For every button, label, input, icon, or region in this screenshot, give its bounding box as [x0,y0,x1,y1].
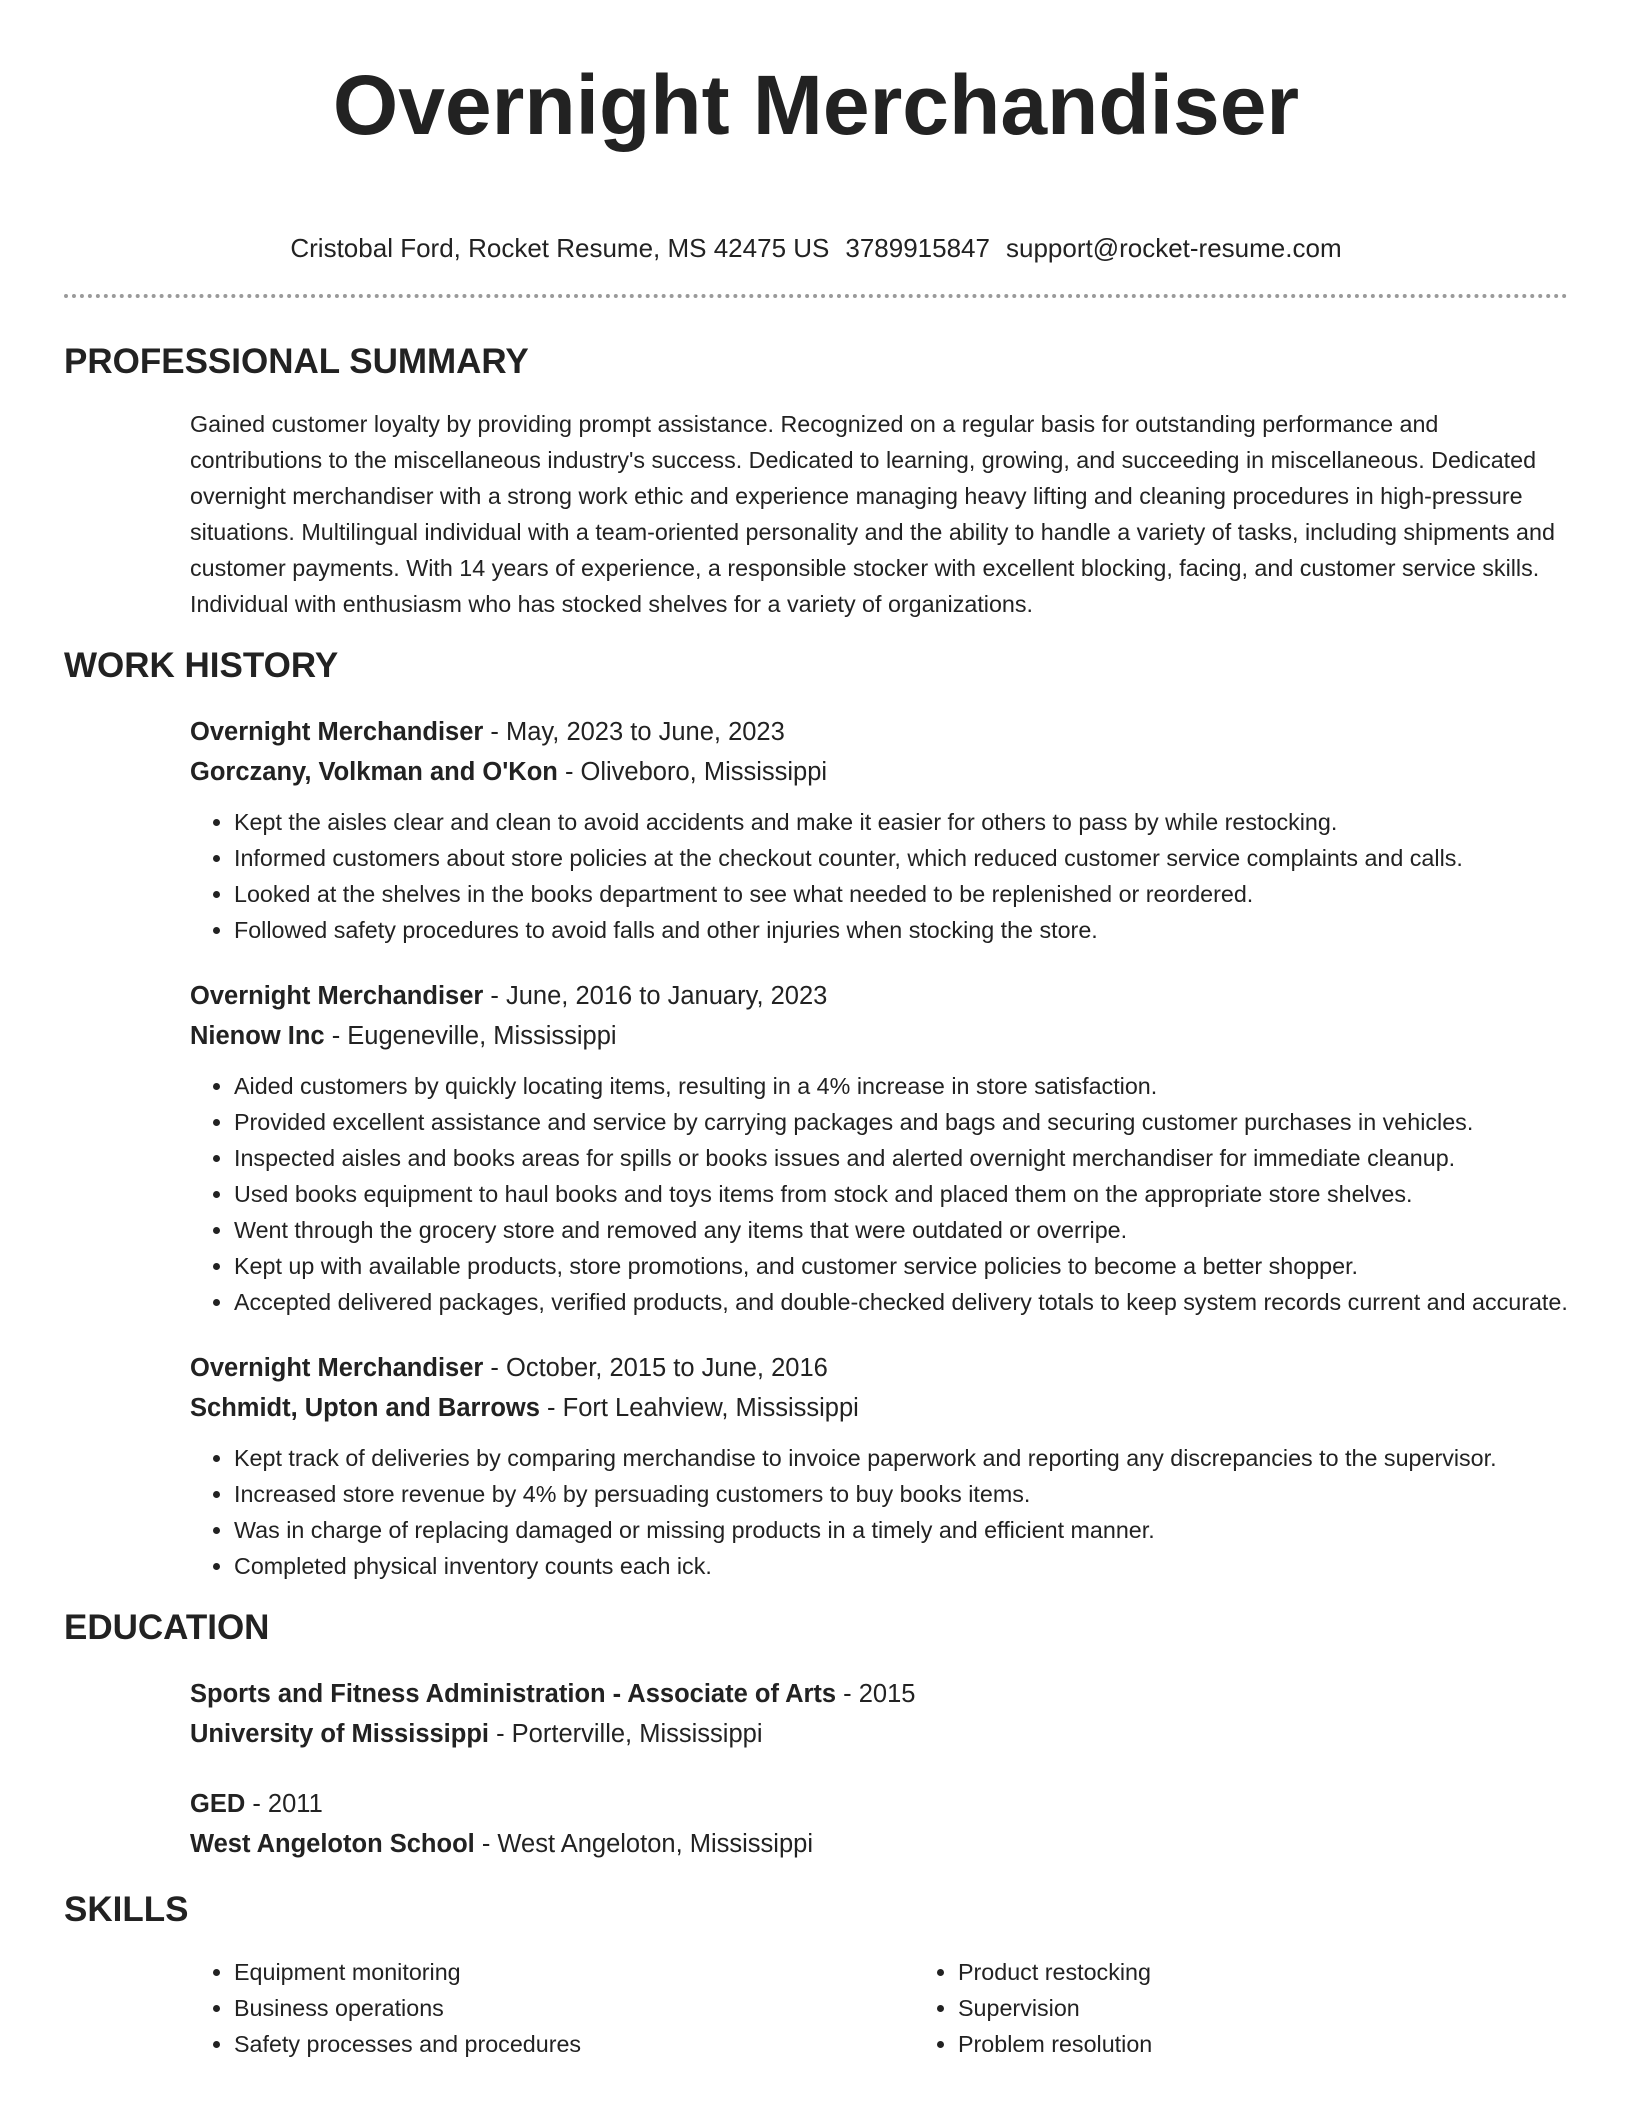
education-school: University of Mississippi [190,1720,490,1748]
job-role: Overnight Merchandiser [190,718,484,746]
job-bullet: • Kept track of deliveries by comparing merchandise to invoice paperwork and reporting any discrepancies to the supervisor. [234,1440,1568,1476]
job-bullet: • Informed customers about store policies at the checkout counter, which reduced customer service complaints and calls. [234,840,1568,876]
education-heading: EDUCATION [64,1608,270,1647]
education-school-line [190,1714,1568,1754]
job-bullet: • Was in charge of replacing damaged or missing products in a timely and efficient manner. [234,1512,1568,1548]
education-year: - 2011 [245,1790,323,1818]
contact-line [0,231,1632,265]
job-bullet: • Kept up with available products, store promotions, and customer service policies to become a better shopper. [234,1248,1568,1284]
header-divider [64,294,1568,298]
job-bullet: • Provided excellent assistance and service by carrying packages and bags and securing customer purchases in vehicles. [234,1104,1568,1140]
skill-item: • Equipment monitoring [234,1954,914,1990]
job-bullet: • Went through the grocery store and removed any items that were outdated or overripe. [234,1212,1568,1248]
job-company-line [190,1388,1568,1428]
skills-column-left [190,1954,914,2062]
skill-item: • Safety processes and procedures [234,2026,914,2062]
job-bullets [190,1068,1568,1320]
job-company-line [190,1016,1568,1056]
education-entry [190,1784,1568,1864]
skills-heading: SKILLS [64,1890,189,1929]
education-degree-line [190,1784,1568,1824]
job-bullet: • Inspected aisles and books areas for spills or books issues and alerted overnight merchandiser for immediate cleanup. [234,1140,1568,1176]
job-bullet: • Increased store revenue by 4% by persuading customers to buy books items. [234,1476,1568,1512]
job-entry [190,712,1568,948]
job-bullet: • Followed safety procedures to avoid falls and other injuries when stocking the store. [234,912,1568,948]
skill-item: • Product restocking [958,1954,1518,1990]
job-company: Nienow Inc [190,1022,325,1050]
education-degree: GED [190,1790,246,1818]
education-location: - West Angeloton, Mississippi [474,1830,813,1858]
job-location: - Fort Leahview, Mississippi [539,1394,859,1422]
education-location: - Porterville, Mississippi [489,1720,763,1748]
work-history-heading: WORK HISTORY [64,646,339,685]
education-school: West Angeloton School [190,1830,475,1858]
contact-address: Cristobal Ford, Rocket Resume, MS 42475 US [290,233,830,263]
job-bullet: • Kept the aisles clear and clean to avoid accidents and make it easier for others to pass by while restocking. [234,804,1568,840]
education-entry [190,1674,1568,1754]
job-company-line [190,752,1568,792]
education-degree: Sports and Fitness Administration - Associate of Arts [190,1680,837,1708]
education-year: - 2015 [836,1680,916,1708]
job-dates: - May, 2023 to June, 2023 [483,718,785,746]
job-bullets [190,804,1568,948]
summary-text: Gained customer loyalty by providing prompt assistance. Recognized on a regular basis for outstanding performance and contributions to the miscellaneous industry's success. Dedicated to learning, growing, and succeeding in miscellaneous. Dedicated overnight merchandiser with a strong work ethic and experience managing heavy lifting and cleaning procedures in high-pressure situations. Multilingual individual with a team-oriented personality and the ability to handle a variety of tasks, including shipments and customer payments. With 14 years of experience, a responsible stocker with excellent blocking, facing, and customer service skills. Individual with enthusiasm who has stocked shelves for a variety of organizations. [190,411,1555,617]
job-company: Gorczany, Volkman and O'Kon [190,758,558,786]
job-role: Overnight Merchandiser [190,982,484,1010]
job-bullet: • Used books equipment to haul books and toys items from stock and placed them on the appropriate store shelves. [234,1176,1568,1212]
job-title-line [190,712,1568,752]
education-degree-line [190,1674,1568,1714]
skill-item: • Business operations [234,1990,914,2026]
job-bullet: • Accepted delivered packages, verified products, and double-checked delivery totals to keep system records current and accurate. [234,1284,1568,1320]
job-dates: - June, 2016 to January, 2023 [483,982,828,1010]
education-school-line [190,1824,1568,1864]
contact-email: support@rocket-resume.com [1005,233,1342,263]
summary-heading: PROFESSIONAL SUMMARY [64,342,529,381]
job-location: - Eugeneville, Mississippi [324,1022,617,1050]
candidate-name: Overnight Merchandiser [332,58,1300,152]
job-bullet: • Aided customers by quickly locating items, resulting in a 4% increase in store satisfaction. [234,1068,1568,1104]
skills-list [190,1954,1568,2062]
skills-column-right [914,1954,1518,2062]
job-title-line [190,976,1568,1016]
job-role: Overnight Merchandiser [190,1354,484,1382]
job-bullet: • Completed physical inventory counts each ick. [234,1548,1568,1584]
job-bullets [190,1440,1568,1584]
job-entry [190,1348,1568,1584]
job-title-line [190,1348,1568,1388]
job-bullet: • Looked at the shelves in the books department to see what needed to be replenished or reordered. [234,876,1568,912]
resume-header [0,0,1632,265]
job-entry [190,976,1568,1320]
job-location: - Oliveboro, Mississippi [557,758,828,786]
skill-item: • Supervision [958,1990,1518,2026]
contact-phone: 3789915847 [845,233,990,263]
skill-item: • Problem resolution [958,2026,1518,2062]
job-dates: - October, 2015 to June, 2016 [483,1354,828,1382]
job-company: Schmidt, Upton and Barrows [190,1394,540,1422]
